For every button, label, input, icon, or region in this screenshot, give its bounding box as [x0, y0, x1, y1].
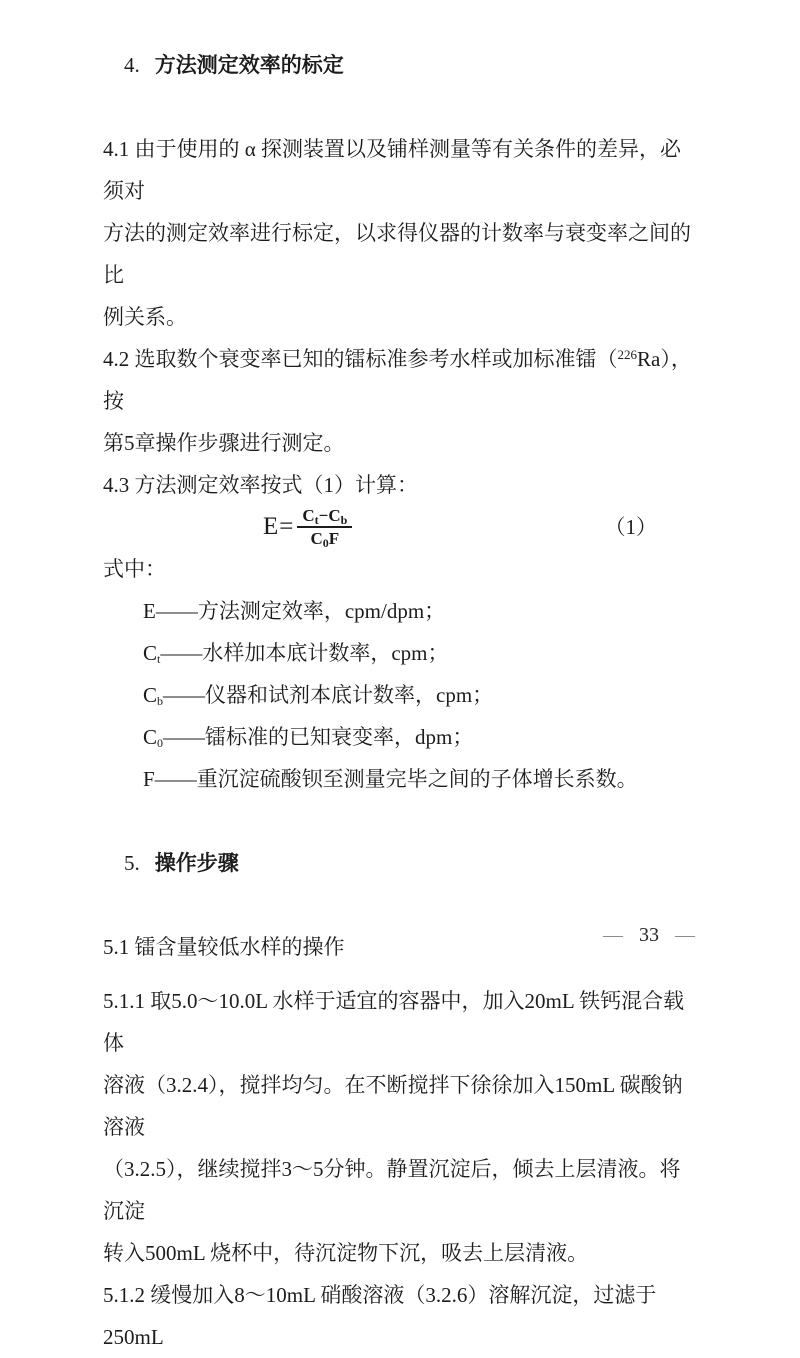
numerator-symbol-1: C — [302, 506, 315, 525]
section-4-number: 4. — [124, 53, 140, 77]
paragraph-4-2-text-post: Ra），按 — [103, 347, 692, 413]
denominator-subscript-1: 0 — [322, 536, 329, 550]
paragraph-5-1: 5.1 镭含量较低水样的操作 — [103, 935, 345, 959]
symbol-letter: E — [143, 599, 156, 623]
paragraph-5-1-1-line-2: 溶液（3.2.4），搅拌均匀。在不断搅拌下徐徐加入150mL 碳酸钠溶液 — [103, 1073, 683, 1139]
formula-numerator — [297, 506, 352, 528]
paragraph-4-2-line-1 — [103, 338, 699, 422]
denominator-symbol-1: C — [310, 529, 323, 548]
paragraph-5-1-1-line-3: （3.2.5），继续搅拌3～5分钟。静置沉淀后，倾去上层清液。将沉淀 — [103, 1157, 681, 1223]
numerator-operator: − — [318, 506, 329, 525]
definition-text: ——方法测定效率，cpm/dpm； — [155, 599, 446, 623]
paragraph-4-1-line-1: 4.1 由于使用的 α 探测装置以及铺样测量等有关条件的差异，必须对 — [103, 137, 682, 203]
paragraph-4-1-line-3: 例关系。 — [103, 305, 187, 329]
formula-fraction — [297, 506, 352, 548]
definition-C0 — [103, 716, 699, 758]
definition-text: ——仪器和试剂本底计数率，cpm； — [163, 683, 494, 707]
definition-text: ——镭标准的已知衰变率，dpm； — [163, 725, 474, 749]
formula-equation — [263, 506, 352, 548]
symbol-subscript: 0 — [157, 736, 164, 750]
symbol-letter: C — [143, 683, 158, 707]
symbol-letter: F — [143, 767, 155, 791]
symbol-subscript: b — [157, 694, 164, 708]
denominator-symbol-2: F — [328, 529, 340, 548]
numerator-symbol-2: C — [328, 506, 341, 525]
definition-symbol — [143, 641, 160, 665]
symbol-subscript: t — [157, 652, 161, 666]
paragraph-5-1-1-line-4: 转入500mL 烧杯中，待沉淀物下沉，吸去上层清液。 — [103, 1241, 589, 1265]
formula-lhs: E= — [263, 513, 295, 540]
definition-Ct — [103, 632, 699, 674]
definition-symbol — [143, 599, 156, 623]
document-page — [103, 2, 699, 1358]
paragraph-5-1-1-line-1: 5.1.1 取5.0～10.0L 水样于适宜的容器中，加入20mL 铁钙混合载体 — [103, 989, 685, 1055]
footer-dash-right: — — [675, 923, 695, 946]
definition-symbol — [143, 725, 163, 749]
paragraph-4-2-line-2: 第5章操作步骤进行测定。 — [103, 431, 345, 455]
paragraph-4-2-text-pre: 4.2 选取数个衰变率已知的镭标准参考水样或加标准镭（ — [103, 347, 618, 371]
definition-text: ——重沉淀硫酸钡至测量完毕之间的子体增长系数。 — [154, 767, 638, 791]
numerator-subscript-1: t — [314, 513, 319, 527]
symbol-letter: C — [143, 725, 158, 749]
section-4-heading — [103, 2, 699, 128]
where-label: 式中： — [103, 557, 166, 581]
section-5-heading — [103, 800, 699, 926]
equation-number: （1） — [604, 515, 657, 539]
isotope-superscript: 226 — [617, 347, 637, 362]
page-footer — [603, 914, 695, 956]
definition-symbol — [143, 767, 155, 791]
definition-Cb — [103, 674, 699, 716]
section-5-title: 操作步骤 — [154, 851, 239, 875]
paragraph-5-1-2: 5.1.2 缓慢加入8～10mL 硝酸溶液（3.2.6）溶解沉淀，过滤于250mL — [103, 1283, 657, 1349]
paragraph-4-1-line-2: 方法的测定效率进行标定，以求得仪器的计数率与衰变率之间的比 — [103, 221, 691, 287]
definition-symbol — [143, 683, 163, 707]
symbol-letter: C — [143, 641, 158, 665]
footer-dash-left: — — [603, 923, 623, 946]
definition-E — [103, 590, 699, 632]
page-number: 33 — [639, 923, 659, 946]
formula-row — [103, 506, 699, 548]
section-5-number: 5. — [124, 851, 140, 875]
definition-F — [103, 758, 699, 800]
section-4-title: 方法测定效率的标定 — [154, 53, 344, 77]
numerator-subscript-2: b — [340, 513, 348, 527]
formula-denominator — [311, 528, 340, 548]
definition-text: ——水样加本底计数率，cpm； — [160, 641, 449, 665]
paragraph-4-3: 4.3 方法测定效率按式（1）计算： — [103, 473, 418, 497]
